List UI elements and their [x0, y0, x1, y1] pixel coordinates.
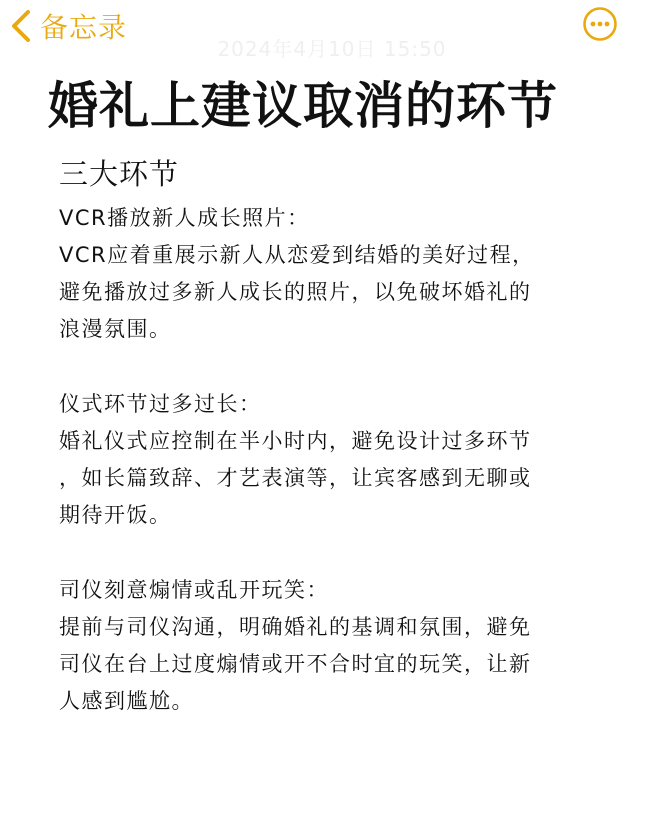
back-label: 备忘录: [40, 11, 128, 44]
note-timestamp: 2024年4月10日 15:50: [217, 37, 447, 61]
note-title: 婚礼上建议取消的环节: [48, 77, 558, 135]
paragraph-spacer: [59, 348, 599, 386]
paragraph-title: 司仪刻意煽情或乱开玩笑：: [59, 578, 329, 602]
paragraph-line: 司仪在台上过度煽情或开不合时宜的玩笑，让新: [59, 652, 532, 676]
paragraph-host: [59, 572, 599, 720]
paragraph-ceremony: [59, 386, 599, 534]
note-body[interactable]: [59, 152, 599, 720]
paragraph-line: 避免播放过多新人成长的照片，以免破坏婚礼的: [59, 280, 532, 304]
section-heading: 三大环节: [59, 157, 180, 191]
paragraph-title: VCR播放新人成长照片：: [59, 206, 310, 230]
paragraph-line: 提前与司仪沟通，明确婚礼的基调和氛围，避免: [59, 615, 532, 639]
paragraph-line: 婚礼仪式应控制在半小时内，避免设计过多环节: [59, 429, 532, 453]
paragraph-line: VCR应着重展示新人从恋爱到结婚的美好过程，: [59, 243, 535, 267]
paragraph-line: ，如长篇致辞、才艺表演等，让宾客感到无聊或: [59, 466, 532, 490]
paragraph-line: 浪漫氛围。: [59, 317, 172, 341]
paragraph-line: 期待开饭。: [59, 503, 172, 527]
paragraph-vcr: [59, 200, 599, 348]
paragraph-spacer: [59, 534, 599, 572]
paragraph-line: 人感到尴尬。: [59, 689, 194, 713]
paragraph-title: 仪式环节过多过长：: [59, 392, 262, 416]
